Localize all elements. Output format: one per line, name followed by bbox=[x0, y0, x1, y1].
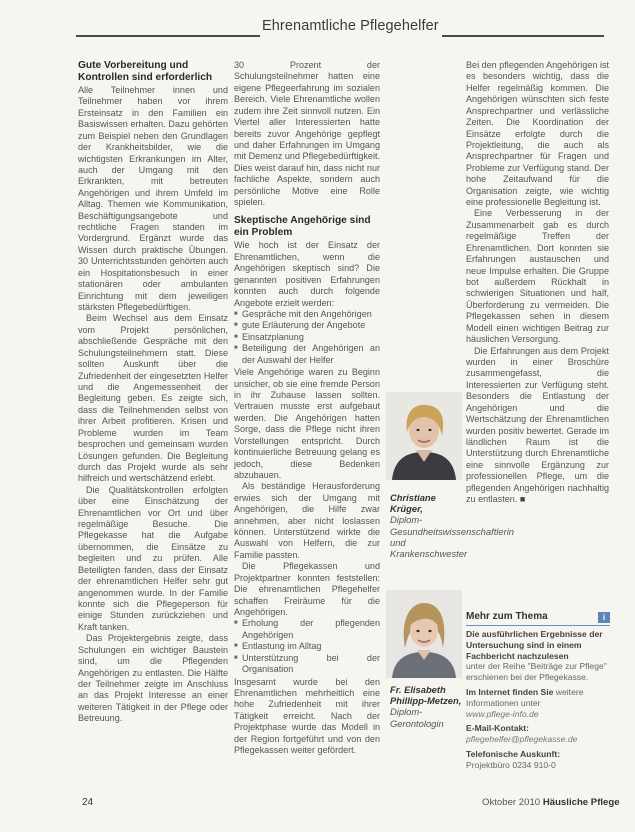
paragraph-text: Die Erfahrungen aus dem Projekt wurden in einer Broschüre zusammengefasst, die Interessierten zur Verfügung steht. Besonders die Entlastung der Angehörigen und die Wertschätzung der Ehrenamtlichen wurden positiv bewertet. Gerade im ländlichen Raum ist die Unterstützung durch Ehrenamtliche eine sinnvolle Ergänzung zur professionellen Pflege, um die pflegenden Angehörigen nachhaltig zu entlasten. bbox=[466, 345, 609, 505]
header-rule-left bbox=[76, 35, 260, 37]
paragraph: Beim Wechsel aus dem Einsatz vom Projekt persönlichen, abschließende Gespräche mit den Schulungsteilnehmern statt. Diese sollten Auskunft über die Zufriedenheit der eingesetzten Helfer und die Angemessenheit der Begleitung geben. Es zeigte sich, dass die Teilnehmenden selbst von ihrer Arbeit profitieren. Krisen und Probleme wurden im Team besprochen und gemeinsam wurden Lösungen gefunden. Die Begleitung durch das Projekt wurde als sehr hilfreich und wertschätzend erlebt. bbox=[78, 313, 228, 484]
list-item: ■ Unterstützung bei der Organisation bbox=[234, 653, 380, 676]
caption-role: Diplom-Gerontologin bbox=[390, 706, 444, 729]
portrait-illustration bbox=[386, 392, 462, 480]
email-link[interactable]: pflegehelfer@pflegekasse.de bbox=[466, 734, 578, 745]
list-item: ■ Einsatzplanung bbox=[234, 332, 380, 343]
column-3 bbox=[466, 60, 609, 505]
list-item: ■ gute Erläuterung der Angebote bbox=[234, 320, 380, 331]
info-entry-title: Telefonische Auskunft: bbox=[466, 748, 561, 759]
list-item: ■ Erholung der pflegenden Angehörigen bbox=[234, 618, 380, 641]
info-entry-text: Projektbüro 0234 910-0 bbox=[466, 759, 556, 770]
header-rule-right bbox=[442, 35, 604, 37]
info-entry bbox=[466, 749, 610, 771]
page-number: 24 bbox=[82, 797, 94, 808]
bullet-list bbox=[234, 618, 380, 675]
info-entry-title: E-Mail-Kontakt: bbox=[466, 723, 530, 734]
paragraph: Bei den pflegenden Angehörigen ist es besonders wichtig, dass die Helfer regelmäßig kommen. Die Angehörigen wünschten sich feste Ansprechpartner und verlässliche Zeiten. Die Koordination der Einsätze erfolgte durch die Projektleitung, die auch als Ansprechpartner für Fragen und Probleme zur Verfügung stand. Der hohe Zeitaufwand für die Organisation zeigte, wie wichtig eine professionelle Begleitung ist. bbox=[466, 60, 609, 208]
section-heading: Skeptische Angehörige sind ein Problem bbox=[234, 215, 371, 239]
website-link[interactable]: www.pflege-info.de bbox=[466, 708, 539, 719]
info-box bbox=[466, 612, 610, 775]
info-icon: i bbox=[598, 612, 610, 623]
info-entry-title: Im Internet finden Sie bbox=[466, 686, 556, 697]
portrait-photo bbox=[386, 392, 462, 480]
info-entry bbox=[466, 629, 610, 683]
paragraph: Die Pflegekassen und Projektpartner konnten feststellen: Die ehrenamtlichen Pflegehelfer schaffen Freiräume für die Angehörigen. bbox=[234, 561, 380, 617]
paragraph: Wie hoch ist der Einsatz der Ehrenamtlichen, wenn die Angehörigen skeptisch sind? Die genannten positiven Erfahrungen konnten auch durch folgende Angebote erzielt werden: bbox=[234, 240, 380, 308]
list-item: ■ Beteiligung der Angehörigen an der Auswahl der Helfer bbox=[234, 343, 380, 366]
info-box-header bbox=[466, 612, 610, 626]
caption-name: Christiane Krüger, bbox=[390, 492, 436, 515]
paragraph: 30 Prozent der Schulungsteilnehmer hatten eine eigene Pflegeerfahrung im sozialen Bereich. Viele Ehrenamtliche wollen zudem ihre Zeit sinnvoll nutzen. Ein Viertel aller Interessierten hatte bereits zuvor Angehörige gepflegt und daher Erfahrungen im Umgang mit Demenz und Pflegebedürftigkeit. Dies weist darauf hin, dass nicht nur fachliche Aspekte, sondern auch persönliche Motive eine Rolle spielen. bbox=[234, 60, 380, 208]
paragraph: Als beständige Herausforderung erwies sich der Umgang mit Angehörigen, die Hilfe zwar annehmen, aber nicht loslassen können. Unterstützend wirkte die Auswahl von Helfern, die zur Familie passten. bbox=[234, 481, 380, 560]
magazine-name: Häusliche Pflege bbox=[542, 797, 620, 808]
info-box-title: Mehr zum Thema bbox=[466, 611, 548, 623]
page-header-title: Ehrenamtliche Pflegehelfer bbox=[262, 18, 439, 34]
paragraph: Das Projektergebnis zeigte, dass Schulungen ein wichtiger Baustein sind, um die Pflegenden Angehörigen zu entlasten. Die Hälfte der Teilnehmer zeigte im Anschluss an das Projekt Interesse an einer weiteren Tätigkeit in der Pflege oder Betreuung. bbox=[78, 633, 228, 724]
info-entry-text: unter der Reihe "Beiträge zur Pflege" erschienen bei der Pflegekasse. bbox=[466, 661, 607, 683]
info-entry-text: weitere Informationen unter bbox=[466, 686, 584, 708]
info-entry bbox=[466, 723, 610, 745]
list-item: ■ Entlastung im Alltag bbox=[234, 641, 380, 652]
info-entry bbox=[466, 687, 610, 719]
paragraph bbox=[466, 346, 609, 506]
caption-role: Diplom-Gesundheitswissenschaftlerin und Krankenschwester bbox=[390, 514, 515, 560]
footer-issue bbox=[482, 797, 620, 808]
column-2 bbox=[234, 60, 380, 756]
info-entry-title: Die ausführlichen Ergebnisse der Untersuchung sind in einem Fachbericht nachzulesen bbox=[466, 629, 603, 661]
caption-name: Fr. Elisabeth Phillipp-Metzen, bbox=[390, 684, 462, 707]
portrait-illustration bbox=[386, 590, 462, 678]
section-heading: Gute Vorbereitung und Kontrollen sind erforderlich bbox=[78, 60, 213, 83]
photo-caption bbox=[390, 684, 464, 729]
portrait-photo bbox=[386, 590, 462, 678]
paragraph: Viele Angehörige waren zu Beginn unsicher, ob sie eine fremde Person in ihr Zuhause lassen sollten. Vertrauen musste erst aufgebaut werden. Die Angehörigen hatten Sorge, dass die Pflege nicht ihren Vorstellungen entspricht. Durch kontinuierliche Betreuung gelang es jedoch, diese Bedenken abzubauen. bbox=[234, 367, 380, 480]
bullet-list bbox=[234, 309, 380, 366]
list-item: ■ Gespräche mit den Angehörigen bbox=[234, 309, 380, 320]
photo-caption bbox=[390, 492, 515, 560]
paragraph: Die Qualitätskontrollen erfolgten über eine Einschätzung der Ehrenamtlichen vor Ort und über regelmäßige Besuche. Die Pflegekasse hat die Aufgabe übernommen, die Einsätze zu begleiten und zu prüfen. Alle Beteiligten fanden, dass der Einsatz der ehrenamtlichen Helfer sehr gut angenommen wurde. In der Familie konnte sich die Pflegeperson für einige Stunden zurückziehen und Kraft tanken. bbox=[78, 484, 228, 632]
paragraph: Alle Teilnehmer innen und Teilnehmer haben vor ihrem Ersteinsatz in den Familien ein Basiswissen erhalten. Dazu gehörten zum Beispiel neben den Grundlagen der Krankheitsbilder, wie die wichtigsten Erkrankungen im Alter, auch der Umgang mit den Erkrankten, mit betreuten Angehörigen und ihrem Umfeld im Alltag. Themen wie Kommunikation, Beschäftigungsangebote und rechtliche Fragen standen im Vordergrund. Ergänzt wurde das Wissen durch praktische Übungen. 30 Unterrichtsstunden gehörten auch ein Hospitationsbesuch in einer stationären oder ambulanten Einrichtung mit dem jeweiligen stärksten Pflegebedürftigen. bbox=[78, 85, 228, 313]
paragraph: Insgesamt wurde bei den Ehrenamtlichen mehrheitlich eine hohe Zufriedenheit mit ihrer Tätigkeit erreicht. Nach der Projektphase wurde das Modell in der Region fortgeführt und von den Pflegekassen weiter gefördert. bbox=[234, 676, 380, 756]
paragraph: Eine Verbesserung in der Zusammenarbeit gab es durch regelmäßige Treffen der Ehrenamtlichen. Dort konnten sie Erfahrungen austauschen und neue Impulse erhalten. Die Gruppe bot außerdem Rückhalt in schwierigen Situationen und half, Überforderung zu vermeiden. Die Pflegekassen sehen in diesem Modell einen wichtigen Beitrag zur häuslichen Versorgung. bbox=[466, 208, 609, 345]
issue-date: Oktober 2010 bbox=[482, 797, 541, 808]
column-1 bbox=[78, 60, 228, 725]
end-mark: ■ bbox=[519, 494, 526, 505]
